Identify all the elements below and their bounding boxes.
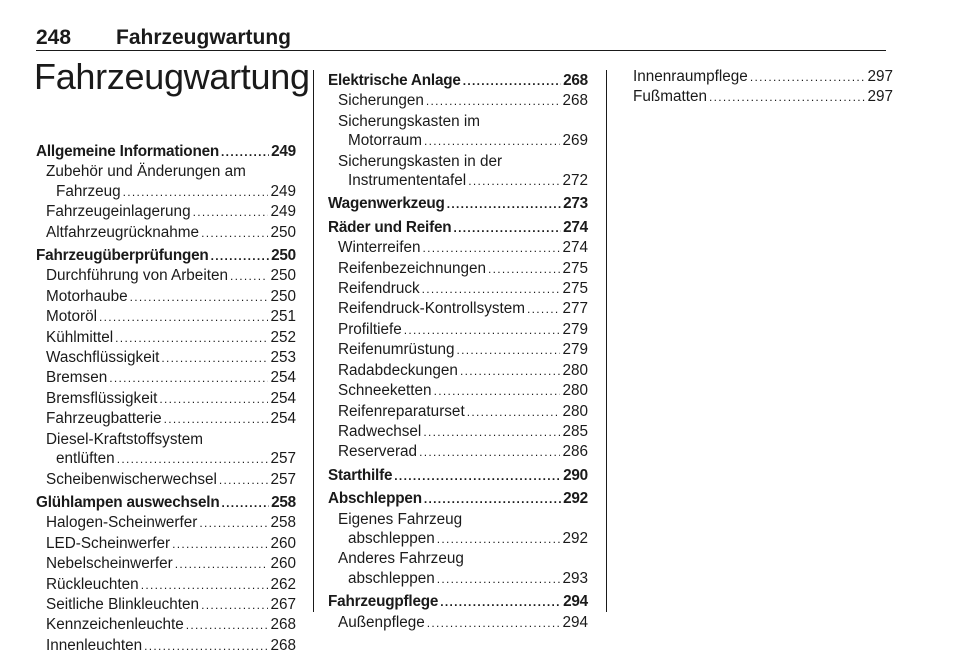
toc-item[interactable] [328,529,588,549]
toc-item[interactable] [36,202,296,222]
toc-item-label: Nebelscheinwerfer [46,555,173,573]
toc-page-number: 269 [562,132,588,150]
toc-item-label: Innenraumpflege [633,68,748,85]
toc-page-number: 280 [562,361,588,379]
toc-item[interactable] [328,131,588,151]
toc-section-title: Starthilfe [328,466,393,484]
toc-item-label: Kühlmittel [46,328,114,346]
toc-page-number: 273 [563,195,588,213]
toc-page-number: 268 [562,92,588,110]
leader-dots [426,92,561,111]
toc-page-number: 250 [270,287,296,305]
page-header [36,26,886,50]
leader-dots [404,321,561,340]
toc-item-label: Kennzeichenleuchte [46,616,184,634]
toc-section-title: Glühlampen auswechseln [36,493,220,511]
toc-item-label: Waschflüssigkeit [46,349,160,367]
toc-page-number: 274 [562,239,588,257]
toc-page-number: 250 [271,247,296,265]
toc-page-number: 290 [563,466,588,484]
leader-dots [109,369,268,388]
toc-item-line[interactable]: Eigenes Fahrzeug [338,510,463,528]
toc-page-number: 280 [562,402,588,420]
toc-item[interactable] [328,613,588,633]
toc-item[interactable] [36,368,296,388]
toc-item-label: Motorhaube [46,287,128,305]
toc-page-number: 249 [271,143,296,160]
toc-page-number: 275 [562,259,588,277]
toc-section-title: Fahrzeugüberprüfungen [36,247,209,265]
toc-item[interactable] [633,87,893,107]
toc-item-line[interactable]: Sicherungskasten im [338,112,480,130]
toc-page-number: 250 [270,267,296,285]
leader-dots [394,467,561,486]
leader-dots [460,362,561,381]
toc-item[interactable] [328,569,588,589]
toc-item-line[interactable]: Diesel-Kraftstoffsystem [46,430,203,448]
toc-column-3 [633,67,893,108]
toc-section-title: Elektrische Anlage [328,72,461,89]
toc-item[interactable] [36,348,296,368]
leader-dots [172,535,268,554]
toc-item[interactable] [36,554,296,574]
toc-item-label: Instrumententafel [348,172,467,190]
leader-dots [527,300,560,319]
toc-section-title: Räder und Reifen [328,218,452,236]
toc-item[interactable] [633,67,893,87]
leader-dots [161,349,268,368]
toc-item-label: Fahrzeugeinlagerung [46,203,191,221]
leader-dots [453,219,561,238]
toc-item[interactable] [36,470,296,490]
leader-dots [144,637,268,656]
toc-item[interactable] [328,238,588,258]
toc-item[interactable] [36,449,296,469]
toc-page-number: 280 [562,382,588,400]
toc-section[interactable] [328,489,588,509]
toc-item-label: Durchführung von Arbeiten [46,267,228,285]
toc-item[interactable] [36,266,296,286]
toc-page-number: 292 [563,490,588,508]
leader-dots [230,267,268,286]
toc-item[interactable] [36,223,296,243]
toc-section-title: Wagenwerkzeug [328,195,445,213]
toc-item-label: Fahrzeug [56,182,121,200]
leader-dots [199,514,268,533]
leader-dots [424,490,561,509]
leader-dots [164,410,269,429]
toc-section[interactable] [36,493,296,513]
running-title: Fahrzeugwartung [116,26,292,49]
header-divider [36,50,886,51]
toc-item-label: Winterreifen [338,239,421,257]
toc-item[interactable] [328,381,588,401]
toc-item-line[interactable]: Sicherungskasten in der [338,152,503,170]
toc-item[interactable] [328,340,588,360]
leader-dots [422,280,561,299]
leader-dots [175,555,269,574]
leader-dots [440,593,561,612]
toc-section[interactable] [328,71,588,91]
toc-page-number: 254 [270,389,296,407]
toc-item-label: Bremsen [46,369,108,387]
toc-page-number: 257 [270,450,296,468]
toc-item[interactable] [36,513,296,533]
toc-item[interactable] [36,636,296,656]
leader-dots [434,382,561,401]
toc-page-number: 260 [270,534,296,552]
toc-item[interactable] [328,320,588,340]
toc-page-number: 253 [270,349,296,367]
toc-page-number: 277 [562,300,588,318]
toc-page-number: 297 [867,68,893,85]
toc-item[interactable] [328,361,588,381]
leader-dots [423,423,560,442]
leader-dots [437,570,561,589]
toc-item-line[interactable]: Zubehör und Änderungen am [46,163,246,181]
toc-item[interactable] [328,402,588,422]
toc-item-label: Innenleuchten [46,636,143,654]
toc-page-number: 274 [563,218,588,236]
toc-item-label: Reifenbezeichnungen [338,259,486,277]
toc-item-label: Reifenumrüstung [338,341,455,359]
toc-item-label: Schneeketten [338,382,432,400]
leader-dots [186,616,269,635]
column-divider-1 [313,70,314,612]
toc-item-label: Motoröl [46,308,98,326]
toc-page-number: 258 [270,514,296,532]
leader-dots [709,88,866,107]
toc-page-number: 267 [270,595,296,613]
toc-page-number: 258 [271,493,296,511]
leader-dots [117,450,269,469]
toc-page-number: 251 [270,308,296,326]
toc-section[interactable] [328,592,588,612]
leader-dots [750,68,866,87]
toc-item[interactable] [328,259,588,279]
toc-item-label: Reifendruck-Kontrollsystem [338,300,526,318]
toc-page-number: 279 [562,320,588,338]
leader-dots [467,403,561,422]
toc-page-number: 292 [562,529,588,547]
toc-item[interactable] [36,575,296,595]
toc-page-number: 294 [562,613,588,631]
toc-item-label: Rückleuchten [46,575,139,593]
toc-item[interactable] [328,299,588,319]
toc-column-2 [328,71,588,633]
toc-item-label: Altfahrzeugrücknahme [46,223,200,241]
toc-page-number: 254 [270,369,296,387]
leader-dots [99,308,268,327]
toc-item-label: abschleppen [348,569,435,587]
leader-dots [123,183,269,202]
leader-dots [115,329,268,348]
leader-dots [424,132,561,151]
toc-item[interactable] [36,328,296,348]
chapter-title: Fahrzeugwartung [34,56,310,97]
leader-dots [427,614,561,633]
leader-dots [488,260,560,279]
toc-page-number: 260 [270,555,296,573]
leader-dots [211,247,270,266]
leader-dots [419,443,560,462]
toc-item-label: Seitliche Blinkleuchten [46,595,200,613]
toc-item-line[interactable]: Anderes Fahrzeug [338,550,464,568]
toc-item[interactable] [36,389,296,409]
leader-dots [201,596,268,615]
toc-page-number: 249 [270,203,296,221]
toc-item-label: Reifenreparaturset [338,402,465,420]
toc-page-number: 286 [562,443,588,461]
toc-page-number: 293 [562,569,588,587]
toc-item[interactable] [328,442,588,462]
toc-page-number: 250 [270,223,296,241]
toc-page-number: 279 [562,341,588,359]
toc-item-label: LED-Scheinwerfer [46,534,171,552]
leader-dots [221,143,269,162]
toc-item-label: Profiltiefe [338,320,402,338]
toc-page-number: 268 [270,636,296,654]
toc-page-number: 257 [270,470,296,488]
toc-item-label: Fußmatten [633,88,707,106]
toc-item-label: Fahrzeugbatterie [46,410,162,428]
toc-item-label: Scheibenwischerwechsel [46,470,217,488]
toc-item[interactable] [328,279,588,299]
toc-item-label: Außenpflege [338,613,425,631]
toc-item-label: Bremsflüssigkeit [46,389,158,407]
toc-item-label: Radabdeckungen [338,361,458,379]
leader-dots [463,72,561,91]
toc-section[interactable] [328,218,588,238]
toc-item[interactable] [36,534,296,554]
toc-item-label: Reifendruck [338,280,420,298]
leader-dots [422,239,560,258]
toc-section[interactable] [328,194,588,214]
toc-item[interactable] [328,91,588,111]
toc-item[interactable] [36,182,296,202]
toc-column-1 [36,142,296,656]
toc-item-label: abschleppen [348,529,435,547]
toc-page-number: 254 [270,410,296,428]
toc-item[interactable] [36,409,296,429]
toc-section-title: Allgemeine Informationen [36,143,220,160]
toc-item-label: Motorraum [348,132,422,150]
toc-section[interactable] [36,246,296,266]
leader-dots [201,224,268,243]
leader-dots [193,203,269,222]
toc-page-number: 294 [563,593,588,611]
toc-page-number: 268 [563,72,588,89]
page-number: 248 [36,26,72,49]
toc-page-number: 252 [270,328,296,346]
toc-section[interactable] [36,142,296,162]
toc-item-label: Reserverad [338,443,418,461]
leader-dots [437,530,561,549]
toc-item[interactable] [36,307,296,327]
toc-item[interactable] [36,595,296,615]
toc-item-label: Sicherungen [338,92,424,110]
toc-section[interactable] [328,466,588,486]
toc-item-label: entlüften [56,450,115,468]
toc-item[interactable] [328,171,588,191]
toc-page-number: 285 [562,422,588,440]
toc-section-title: Abschleppen [328,490,422,508]
toc-item[interactable] [36,287,296,307]
toc-page-number: 262 [270,575,296,593]
toc-item[interactable] [36,615,296,635]
toc-page-number: 268 [270,616,296,634]
leader-dots [221,494,269,513]
toc-item-label: Radwechsel [338,422,422,440]
leader-dots [457,341,561,360]
column-divider-2 [606,70,607,612]
leader-dots [159,390,268,409]
toc-page-number: 297 [867,88,893,106]
leader-dots [130,288,269,307]
toc-item[interactable] [328,422,588,442]
leader-dots [219,471,269,490]
toc-section-title: Fahrzeugpflege [328,593,439,611]
toc-page-number: 272 [562,172,588,190]
leader-dots [141,576,269,595]
toc-page-number: 249 [270,182,296,200]
toc-page-number: 275 [562,280,588,298]
leader-dots [447,195,561,214]
toc-item-label: Halogen-Scheinwerfer [46,514,198,532]
leader-dots [468,172,560,191]
